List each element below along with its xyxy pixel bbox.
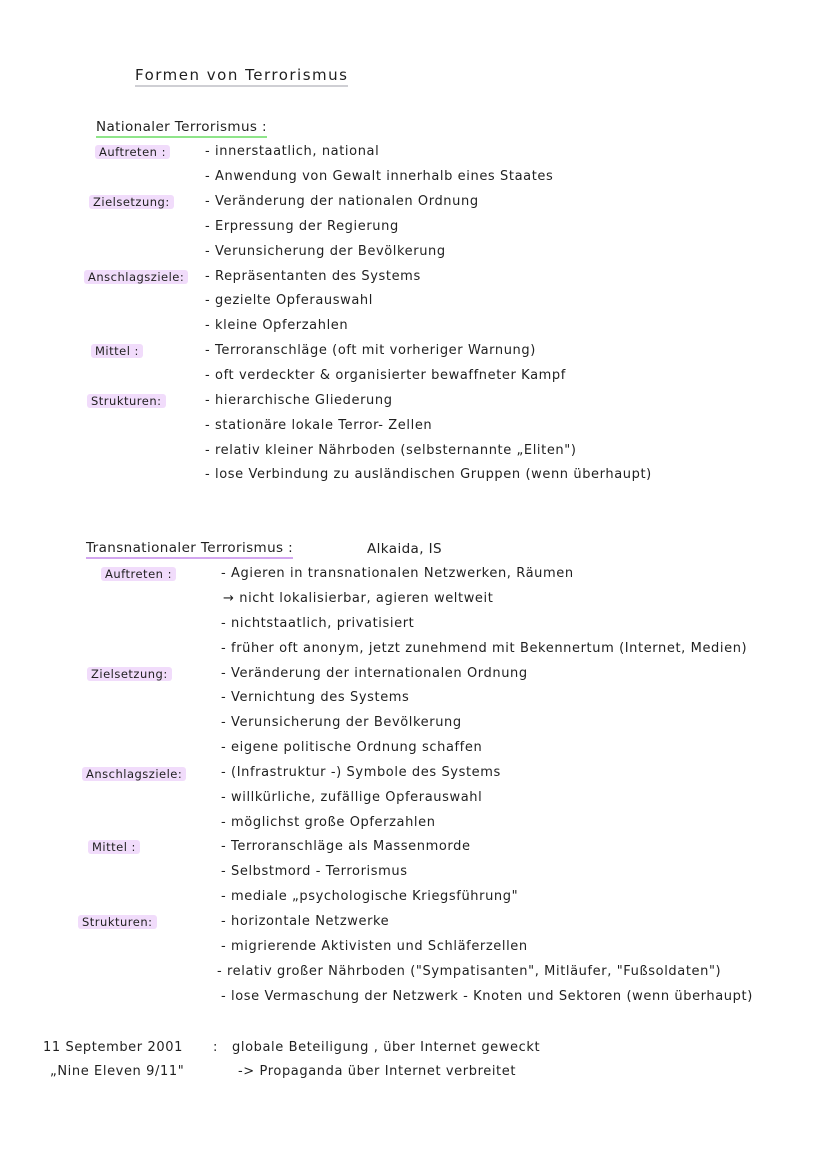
list-item: - möglichst große Opferzahlen xyxy=(221,815,436,830)
transnational-label-strukturen: Strukturen: xyxy=(78,915,157,929)
list-item: - Terroranschläge als Massenmorde xyxy=(221,839,471,854)
list-item: - relativ großer Nährboden ("Sympatisanten", Mitläufer, "Fußsoldaten") xyxy=(217,964,722,979)
footer-date: 11 September 2001 xyxy=(43,1040,183,1055)
list-item: - kleine Opferzahlen xyxy=(205,318,349,333)
list-item: - oft verdeckter & organisierter bewaffneter Kampf xyxy=(205,368,566,383)
transnational-label-mittel: Mittel : xyxy=(88,840,140,854)
list-item: - relativ kleiner Nährboden (selbsternannte „Eliten") xyxy=(205,443,577,458)
footer-line-2: -> Propaganda über Internet verbreitet xyxy=(238,1064,517,1079)
list-item: - Selbstmord - Terrorismus xyxy=(221,864,408,879)
transnational-heading: Transnationaler Terrorismus : xyxy=(86,540,293,559)
national-label-mittel: Mittel : xyxy=(91,344,143,358)
national-label-anschlagsziele: Anschlagsziele: xyxy=(84,270,188,284)
list-item: - Veränderung der nationalen Ordnung xyxy=(205,194,479,209)
list-item: - willkürliche, zufällige Opferauswahl xyxy=(221,790,483,805)
list-item: → nicht lokalisierbar, agieren weltweit xyxy=(223,591,494,606)
transnational-examples: Alkaida, IS xyxy=(367,541,442,557)
national-label-auftreten: Auftreten : xyxy=(95,145,170,159)
list-item: - stationäre lokale Terror- Zellen xyxy=(205,418,433,433)
national-label-zielsetzung: Zielsetzung: xyxy=(89,195,174,209)
list-item: - Veränderung der internationalen Ordnung xyxy=(221,666,528,681)
list-item: - mediale „psychologische Kriegsführung" xyxy=(221,889,519,904)
list-item: - Verunsicherung der Bevölkerung xyxy=(221,715,462,730)
list-item: - lose Vermaschung der Netzwerk - Knoten und Sektoren (wenn überhaupt) xyxy=(221,989,753,1004)
list-item: - Vernichtung des Systems xyxy=(221,690,410,705)
list-item: - (Infrastruktur -) Symbole des Systems xyxy=(221,765,501,780)
list-item: - horizontale Netzwerke xyxy=(221,914,390,929)
footer-line-1: globale Beteiligung , über Internet geweckt xyxy=(232,1040,541,1055)
transnational-label-zielsetzung: Zielsetzung: xyxy=(87,667,172,681)
list-item: - innerstaatlich, national xyxy=(205,144,380,159)
list-item: - Agieren in transnationalen Netzwerken, Räumen xyxy=(221,566,574,581)
national-heading: Nationaler Terrorismus : xyxy=(96,119,267,138)
footer-colon: : xyxy=(213,1040,218,1055)
list-item: - lose Verbindung zu ausländischen Gruppen (wenn überhaupt) xyxy=(205,467,652,482)
footer-name: „Nine Eleven 9/11" xyxy=(50,1064,185,1079)
list-item: - Erpressung der Regierung xyxy=(205,219,399,234)
list-item: - früher oft anonym, jetzt zunehmend mit Bekennertum (Internet, Medien) xyxy=(221,641,748,656)
list-item: - nichtstaatlich, privatisiert xyxy=(221,616,415,631)
list-item: - eigene politische Ordnung schaffen xyxy=(221,740,483,755)
transnational-label-auftreten: Auftreten : xyxy=(101,567,176,581)
list-item: - Terroranschläge (oft mit vorheriger Warnung) xyxy=(205,343,536,358)
list-item: - hierarchische Gliederung xyxy=(205,393,393,408)
list-item: - gezielte Opferauswahl xyxy=(205,293,373,308)
page-title: Formen von Terrorismus xyxy=(135,66,348,87)
list-item: - Repräsentanten des Systems xyxy=(205,269,421,284)
transnational-label-anschlagsziele: Anschlagsziele: xyxy=(82,767,186,781)
national-label-strukturen: Strukturen: xyxy=(87,394,166,408)
list-item: - Verunsicherung der Bevölkerung xyxy=(205,244,446,259)
list-item: - Anwendung von Gewalt innerhalb eines Staates xyxy=(205,169,554,184)
list-item: - migrierende Aktivisten und Schläferzellen xyxy=(221,939,528,954)
